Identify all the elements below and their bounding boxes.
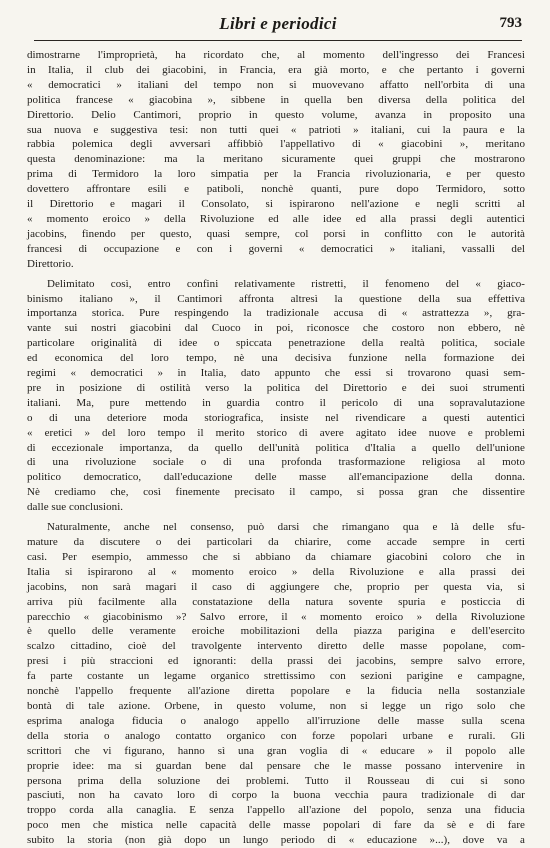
text-line: « momento eroico » della Rivoluzione ed alle idee ed alla prassi degli autentici bbox=[27, 212, 525, 225]
text-line: in Italia, il club dei giacobini, in Francia, era già morto, e che pertanto i governi bbox=[27, 63, 525, 76]
text-line: di una rivoluzione sociale o di una profonda trasformazione religiosa al moto bbox=[27, 456, 525, 469]
text-line: mature da discutere o dei particolari da chiarire, come accade sempre in certi bbox=[27, 536, 525, 548]
text-line: prima di Termidoro la loro simpatia per la Francia rivoluzionaria, e per questo bbox=[27, 168, 525, 181]
text-line: presi i più straccioni ed ignoranti: della prassi dei jacobins, sempre salvo errore, bbox=[27, 655, 525, 668]
paragraph bbox=[27, 48, 525, 272]
text-line: politico democratico, dall'educazione delle masse all'emancipazione della donna. bbox=[27, 471, 525, 484]
text-line: bontà di tale azione. Orbene, in questo volume, non si legge un rigo solo che bbox=[27, 699, 525, 712]
page-number: 793 bbox=[499, 15, 522, 31]
text-line: Nè crediamo che, così finemente precisato il campo, si possa gran che dissentire bbox=[27, 486, 525, 499]
text-line: particolare originalità di idee o spiccata penetrazione della realtà politica, sociale bbox=[27, 337, 525, 350]
text-line: fa parte costante un legame organico strettissimo con sezioni parigine e campagne, bbox=[27, 670, 525, 683]
text-line: pre in posizione di ostilità verso la politica del Direttorio e dei suoi strumenti bbox=[27, 381, 525, 394]
text-line: jacobins, finendo per questo, quasi sempre, col porsi in conflitto con le autorità bbox=[27, 227, 525, 240]
text-line: è quello delle veramente eroiche mobilitazioni della piazza parigina e dell'esercito bbox=[27, 625, 525, 638]
text-line: dalle sue conclusioni. bbox=[27, 501, 124, 514]
text-line: esprima analoga fiducia o analogo appello all'irruzione delle masse sulla scena bbox=[27, 714, 525, 727]
text-line: italiani. Ma, pure mettendo in guardia contro il pericolo di una sopravalutazione bbox=[27, 396, 525, 409]
text-line: arriva più facilmente alla constatazione della natura sovente spuria e posticcia di bbox=[27, 595, 525, 608]
text-line: pasciuti, non ha cavato loro di corpo la buona vecchia paura tradizionale di dar bbox=[27, 789, 525, 802]
text-line: politica francese « giacobina », sibbene in quella ben diversa della politica del bbox=[27, 93, 525, 106]
text-line: « eretici » del loro tempo il merito storico di avere agitato idee nuove e problemi bbox=[27, 426, 525, 439]
text-line: troppo corda alla canaglia. E senza l'appello all'azione del popolo, senza una fiducia bbox=[27, 804, 525, 817]
text-line: scalzo cittadino, cioè del travolgente intervento diretto delle masse popolane, com- bbox=[27, 640, 525, 653]
text-line: persona prima della soluzione dei problemi. Tutto il Rousseau di cui si sono bbox=[27, 774, 525, 787]
text-line: scrittori che vi figurano, hanno sì una gran voglia di « educare » il popolo alle bbox=[27, 744, 525, 757]
text-line: Delimitato così, entro confini relativamente ristretti, il fenomeno del « giaco- bbox=[47, 277, 525, 290]
text-line: Naturalmente, anche nel consenso, può darsi che rimangano qua e là delle sfu- bbox=[47, 521, 525, 534]
text-line: dimostrarne l'improprietà, ha ricordato che, al momento dell'ingresso dei Francesi bbox=[27, 49, 525, 61]
text-line: Italia si ispirarono al « momento eroico » della Rivoluzione e alla prassi dei bbox=[27, 565, 525, 578]
text-line: nonchè l'appello frequente all'azione diretta popolare e la fiducia nella sostanziale bbox=[27, 685, 525, 698]
text-line: o di una deteriore moda storiografica, insiste nel rivendicare a questi autentici bbox=[27, 411, 525, 424]
text-line: Direttorio. bbox=[27, 257, 74, 270]
body-text bbox=[27, 48, 525, 848]
text-line: jacobins, non sarà magari il caso di aggiungere che, proprio per questa via, si bbox=[27, 580, 525, 593]
text-line: vante sui nostri giacobini dal Cuoco in poi, riconosce che costoro non ebbero, nè bbox=[27, 322, 525, 335]
text-line: casi. Per esempio, ammesso che si abbiano da chiamare giacobini coloro che in bbox=[27, 550, 525, 563]
text-line: importanza storica. Pure respingendo la tradizionale accusa di « astrattezza », gra- bbox=[27, 307, 525, 320]
running-title: Libri e periodici bbox=[219, 14, 337, 33]
text-line: poco men che mistica nelle capacità delle masse popolari di fare da sè e di fare bbox=[27, 819, 525, 832]
paragraph bbox=[27, 520, 525, 848]
text-line: questa denominazione: ma la meritano sicuramente quei gruppi che mostrarono bbox=[27, 153, 525, 166]
text-line: « democratici » italiani del tempo non si muovevano affatto nell'orbita di una bbox=[27, 78, 525, 91]
text-line: dovettero affrontare esili e patiboli, nonchè quanti, pure dopo Termidoro, sotto bbox=[27, 183, 525, 196]
text-line: subito la storia (non già dopo un lungo periodo di « educazione »...), dove va a bbox=[27, 834, 525, 847]
text-line: della storia o analogo contatto organico con forze popolari urbane e rurali. Gli bbox=[27, 729, 525, 742]
text-line: regimi « democratici » in Italia, dato appunto che essi si trovarono quasi sem- bbox=[27, 367, 525, 380]
text-line: francesi di occupazione e con i governi « democratici » italiani, vassalli del bbox=[27, 242, 525, 255]
text-line: Direttorio. Delio Cantimori, proprio in questo volume, avanza in proposito una bbox=[27, 108, 525, 121]
text-line: rabbia polemica degli avversari affibbiò l'appellativo di « giacobini », meritano bbox=[27, 138, 525, 151]
text-line: il Direttorio e magari il Consolato, si ispirarono nell'azione e negli scritti al bbox=[27, 198, 525, 211]
text-line: ed economica del loro tempo, nè una decisiva funzione nella formazione dei bbox=[27, 352, 525, 365]
paragraph bbox=[27, 277, 525, 516]
text-line: di eccezionale importanza, da quello dell'unità politica d'Italia a quello dell'unione bbox=[27, 441, 525, 454]
text-line: binismo italiano », il Cantimori affronta altresì la questione della sua effettiva bbox=[27, 292, 525, 305]
text-line: sua nuova e suggestiva tesi: non tutti quei « patrioti » italiani, cui la paura e la bbox=[27, 123, 525, 136]
text-line: parecchio « giacobinismo »? Salvo errore, il « momento eroico » della Rivoluzione bbox=[27, 610, 525, 623]
page-header bbox=[34, 8, 522, 41]
text-line: proprie idee: ma si guardan bene dal pensare che le masse possano intervenire in bbox=[27, 759, 525, 772]
